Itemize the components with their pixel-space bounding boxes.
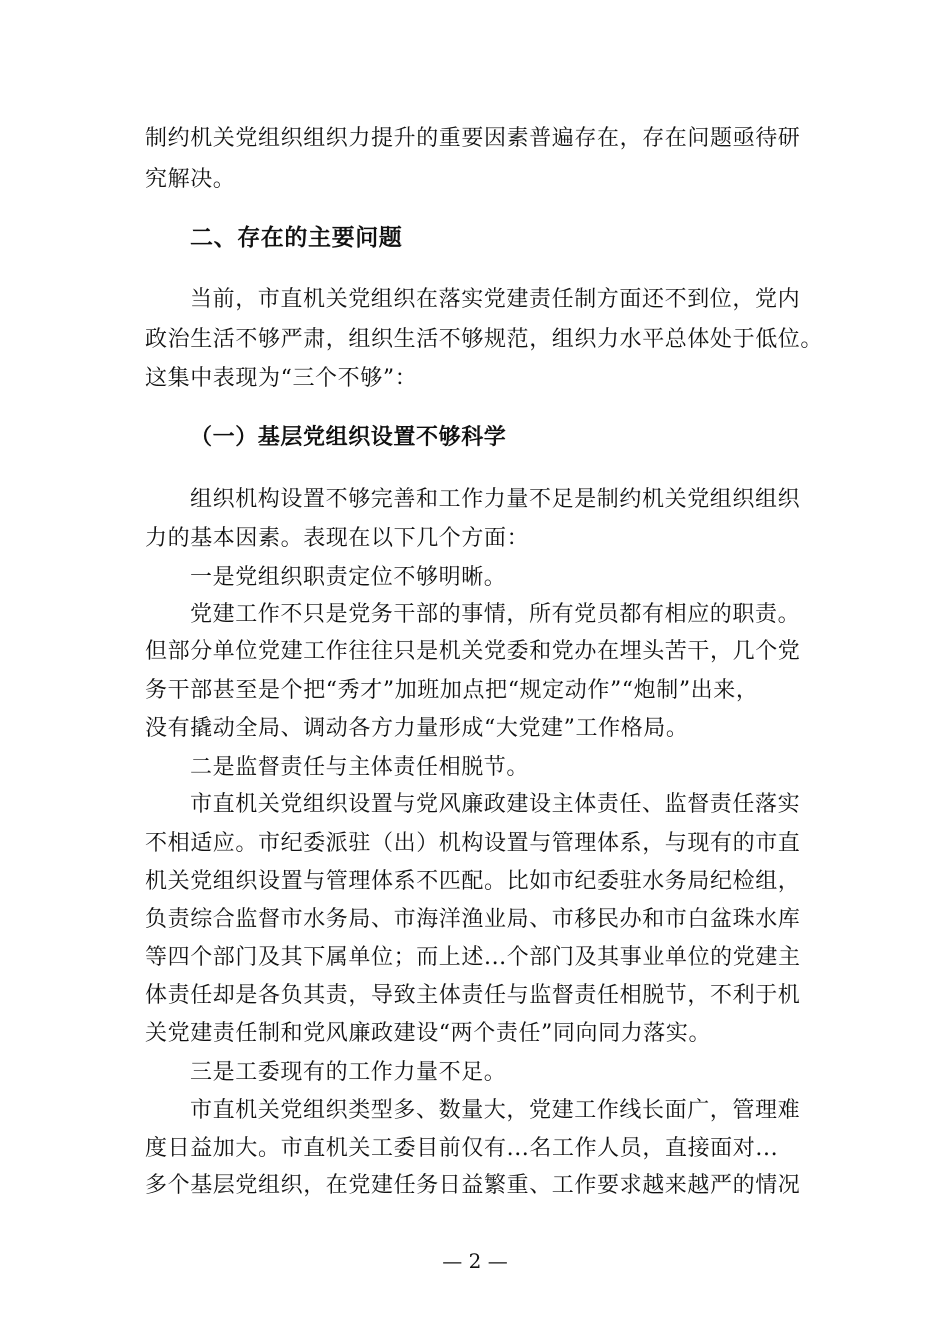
paragraph-line: 机关党组织设置与管理体系不匹配。比如市纪委驻水务局纪检组，: [145, 869, 801, 894]
paragraph-line: 究解决。: [145, 167, 236, 192]
paragraph-line: 不相适应。市纪委派驻（出）机构设置与管理体系，与现有的市直: [145, 831, 801, 856]
subsection-heading: （一）基层党组织设置不够科学: [190, 424, 507, 450]
paragraph-line: 负责综合监督市水务局、市海洋渔业局、市移民办和市白盆珠水库: [145, 907, 801, 932]
paragraph-line: 多个基层党组织，在党建任务日益繁重、工作要求越来越严的情况: [145, 1173, 801, 1198]
paragraph-line: 体责任却是各负其责，导致主体责任与监督责任相脱节，不利于机: [145, 983, 801, 1008]
paragraph-line: 但部分单位党建工作往往只是机关党委和党办在埋头苦干，几个党: [145, 639, 801, 664]
paragraph-line: 力的基本因素。表现在以下几个方面：: [145, 526, 530, 551]
page-number: — 2 —: [442, 1249, 508, 1273]
paragraph-line: 市直机关党组织设置与党风廉政建设主体责任、监督责任落实: [190, 792, 801, 817]
paragraph-line: 度日益加大。市直机关工委目前仅有...名工作人员，直接面对...: [145, 1136, 779, 1161]
paragraph-line: 三是工委现有的工作力量不足。: [190, 1060, 507, 1085]
paragraph-line: 当前，市直机关党组织在落实党建责任制方面还不到位，党内: [190, 287, 801, 312]
paragraph-line: 这集中表现为“三个不够”：: [145, 366, 418, 391]
paragraph-line: 等四个部门及其下属单位；而上述...个部门及其事业单位的党建主: [145, 945, 801, 970]
paragraph-line: 政治生活不够严肃，组织生活不够规范，组织力水平总体处于低位。: [145, 327, 824, 352]
paragraph-line: 二是监督责任与主体责任相脱节。: [190, 755, 530, 780]
paragraph-line: 没有撬动全局、调动各方力量形成“大党建”工作格局。: [145, 716, 689, 741]
paragraph-line: 市直机关党组织类型多、数量大，党建工作线长面广，管理难: [190, 1098, 801, 1123]
paragraph-line: 一是党组织职责定位不够明晰。: [190, 565, 507, 590]
paragraph-line: 组织机构设置不够完善和工作力量不足是制约机关党组织组织: [190, 487, 801, 512]
paragraph-line: 制约机关党组织组织力提升的重要因素普遍存在，存在问题亟待研: [145, 126, 801, 151]
paragraph-line: 关党建责任制和党风廉政建设“两个责任”同向同力落实。: [145, 1021, 712, 1046]
paragraph-line: 党建工作不只是党务干部的事情，所有党员都有相应的职责。: [190, 602, 801, 627]
paragraph-line: 务干部甚至是个把“秀才”加班加点把“规定动作”“炮制”出来，: [145, 678, 759, 703]
section-heading: 二、存在的主要问题: [190, 225, 403, 251]
